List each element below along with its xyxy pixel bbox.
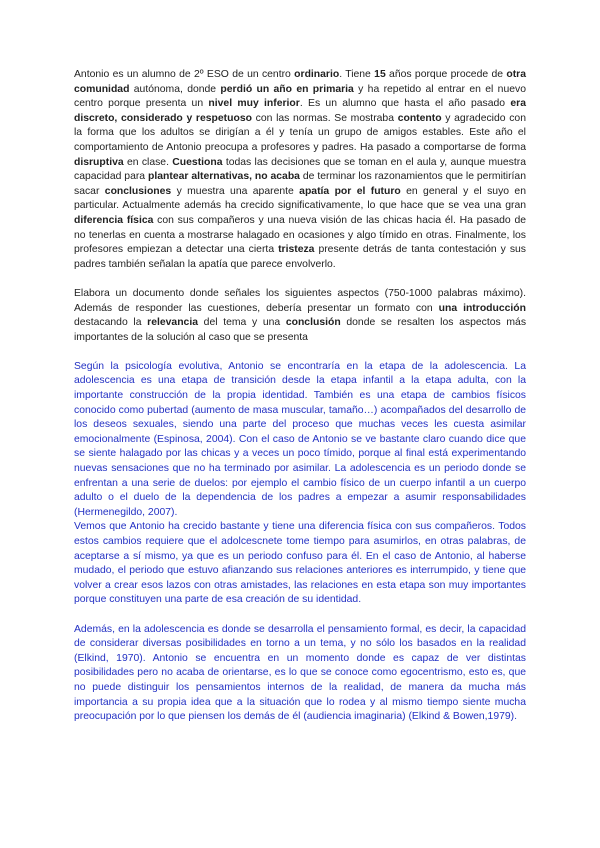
text-run: todas las decisiones que se toman en el aula y, aunque muestra capacidad para <box>74 156 526 183</box>
bold-text-run: plantear alternativas, no acaba <box>148 171 300 183</box>
text-run: y muestra una aparente <box>171 185 300 197</box>
document-body <box>74 68 526 725</box>
text-run: . Es un alumno que hasta el año pasado <box>299 98 511 110</box>
text-run: . Tiene <box>339 69 375 80</box>
text-run: en general y el suyo en particular. Actualmente además ha crecido significativamente, lo que hace que se vea una gran <box>74 185 526 212</box>
bold-text-run: una introducción <box>438 302 526 314</box>
bold-text-run: relevancia <box>147 317 198 329</box>
answer-paragraph-physical-changes: Vemos que Antonio ha crecido bastante y tiene una diferencia física con sus compañeros. Todos estos cambios requiere que el adolcescnete tome tiempo para asumirlos, en otras palabras, de aceptarse a sí mismo, ya que es un periodo confuso para él. En el caso de Antonio, al haberse mudado, el periodo que estuvo afianzando sus relaciones anteriores es interrumpido, y tiene que volver a crear esos lazos con otras amistades, las relaciones en esta etapa son muy importantes porque constituyen una parte de esa creación de su identidad. <box>74 521 526 606</box>
bold-text-run: 15 <box>374 69 386 80</box>
text-run: con las normas. Se mostraba <box>251 112 398 124</box>
bold-text-run: conclusión <box>285 317 341 329</box>
text-run: de terminar los razonamientos que le permitirían sacar <box>74 171 526 197</box>
bold-text-run: perdió un año en primaria <box>220 83 354 95</box>
text-run: con sus compañeros y una nueva visión de las chicas hacia él. Ha pasado de no tenerlas en cuenta a mostrarse halagado en ocasiones y algo tímido en otras. Finalmente, los profesores empiezan a detectar una cierta <box>74 214 526 256</box>
text-run: Elabora un documento donde señales los siguientes aspectos (750-1000 palabras máximo). Además de responder las cuestiones, debería presentar un formato con <box>74 287 526 314</box>
text-run: años porque procede de <box>385 69 507 80</box>
text-run: destacando la <box>74 317 148 329</box>
text-run: y ha repetido al entrar en el nuevo centro porque presenta un <box>74 83 526 110</box>
bold-text-run: tristeza <box>278 244 315 256</box>
text-run: donde se resalten los aspectos más importantes de la solución al caso que se presenta <box>74 317 527 343</box>
bold-text-run: apatía por el futuro <box>299 185 401 197</box>
bold-text-run: otra comunidad <box>74 69 526 95</box>
text-run: y agradecido con la forma que los adultos se dirigían a él y tenía un grupo de amigos estables. Este año el comportamiento de Antonio preocupa a profesores y padres. Ha pasado a comportarse de forma <box>74 112 526 153</box>
text-run: Antonio es un alumno de 2º ESO de un centro <box>74 69 295 80</box>
bold-text-run: Cuestiona <box>172 156 223 168</box>
answer-paragraph-formal-thinking: Además, en la adolescencia es donde se desarrolla el pensamiento formal, es decir, la capacidad de considerar diversas posibilidades en torno a un tema, y no sólo los basados en la realidad (Elkind, 1970). Antonio se encuentra en un momento donde es capaz de ver distintas posibilidades pero no acaba de orientarse, es lo que se conoce como egocentrismo, esto es, que no puede distinguir los pensamientos internos de la realidad, de manera da mucha más importancia a su propia idea que a la situación que lo rodea y al mismo tiempo siente mucha preocupación por lo que piensen los demás de él (audiencia imaginaria) (Elkind & Bowen,1979). <box>74 623 526 723</box>
bold-text-run: conclusiones <box>104 185 172 197</box>
text-run: en clase. <box>123 156 173 168</box>
assignment-instructions-paragraph <box>74 287 526 345</box>
bold-text-run: diferencia física <box>74 214 154 226</box>
text-run: presente detrás de tanta contestación y sus padres también señalan la apatía que parece envolverlo. <box>74 244 526 270</box>
bold-text-run: contento <box>397 112 442 124</box>
answer-paragraph-adolescence: Según la psicología evolutiva, Antonio se encontraría en la etapa de la adolescencia. La adolescencia es una etapa de transición desde la etapa infantil a la etapa adulta, con la importante construcción de la propia identidad. También es una etapa de cambios físicos conocido como pubertad (aumento de masa muscular, tamaño…) acompañados del desarrollo de los deseos sexuales, siendo una parte del proceso que muchas veces les cuesta asimilar emocionalmente (Espinosa, 2004). Con el caso de Antonio se ve bastante claro cuando dice que se siente halagado por las chicas y a veces un poco tímido, porque al final está experimentando nuevas sensaciones que no ha terminado por asimilar. La adolescencia es un periodo donde se enfrentan a una serie de duelos: por ejemplo el cambio físico de un cuerpo infantil a un cuerpo adulto o el duelo de la dependencia de los padres a empezar a asumir responsabilidades (Hermenegildo, 2007). <box>74 360 526 518</box>
bold-text-run: ordinario <box>294 69 340 80</box>
bold-text-run: era discreto, considerado y respetuoso <box>74 98 526 124</box>
case-description-paragraph <box>74 68 526 272</box>
bold-text-run: nivel muy inferior <box>208 98 300 110</box>
text-run: del tema y una <box>198 317 286 329</box>
bold-text-run: disruptiva <box>74 156 124 168</box>
text-run: autónoma, donde <box>129 83 221 95</box>
